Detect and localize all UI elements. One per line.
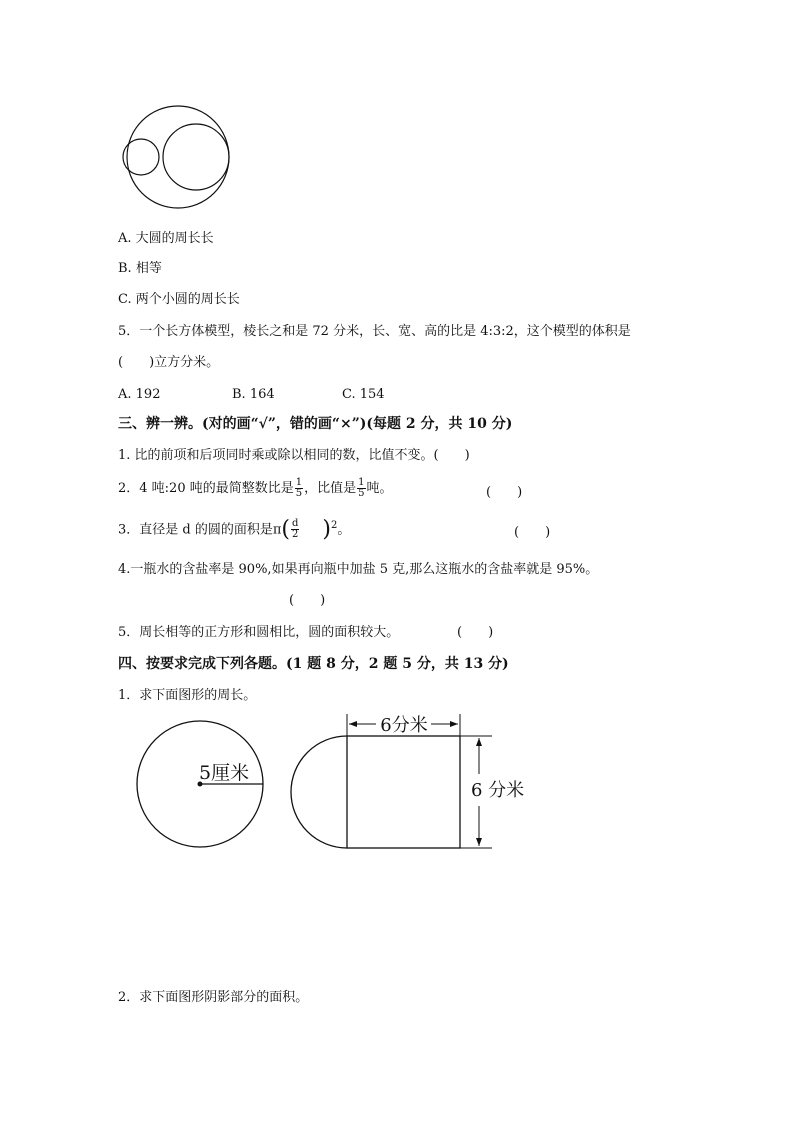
section3-title: 三、辨一辨。(对的画“√”，错的画“×”)(每题 2 分，共 10 分): [118, 416, 513, 432]
top-arrow-right: [450, 721, 458, 727]
s3-item2-part2: ，比值是: [304, 481, 357, 496]
outer-circle: [127, 106, 229, 208]
s4-q2: 2．求下面图形阴影部分的面积。: [118, 990, 309, 1005]
square: [347, 736, 460, 848]
semicircle-arc: [291, 736, 347, 848]
option-c: C. 两个小圆的周长长: [118, 292, 240, 307]
q5-line2: ( )立方分米。: [118, 355, 220, 370]
semicircle-square-figure: [288, 712, 528, 854]
s3-item3: [118, 518, 350, 540]
q5-option-a: A. 192: [118, 387, 161, 402]
small-circle: [123, 139, 159, 175]
q5-line1: 5．一个长方体模型，棱长之和是 72 分米，长、宽、高的比是 4:3:2，这个模型的体积是: [118, 324, 631, 339]
s3-item5-blank: ( ): [457, 625, 494, 640]
left-paren: (: [281, 516, 290, 542]
top-dimension-label: 6分米: [380, 715, 428, 736]
s3-item3-part1: 3．直径是 d 的圆的面积是π: [118, 522, 282, 538]
s3-item1: 1. 比的前项和后项同时乘或除以相同的数，比值不变。( ): [118, 448, 470, 463]
s4-q1: 1．求下面图形的周长。: [118, 688, 257, 703]
s3-item3-blank: ( ): [514, 525, 551, 540]
s3-item2-part1: 2．4 吨:20 吨的最简整数比是: [118, 481, 294, 496]
s3-item2-part3: 吨。: [366, 481, 393, 496]
q5-option-c: C. 154: [342, 387, 385, 402]
fraction-one-fifth-2: $\frac{1}{5}$: [358, 477, 365, 499]
fraction-one-fifth: $\frac{1}{5}$: [295, 477, 303, 499]
side-dimension-label: 6 分米: [471, 780, 525, 801]
top-arrow-left: [349, 721, 357, 727]
side-arrow-bottom: [476, 838, 482, 846]
exponent: 2: [331, 520, 338, 531]
option-a: A. 大圆的周长长: [118, 231, 214, 246]
section4-title: 四、按要求完成下列各题。(1 题 8 分，2 题 5 分，共 13 分): [118, 656, 509, 672]
s3-item2-blank: ( ): [486, 485, 523, 500]
s3-item3-part2: 。: [337, 522, 351, 538]
right-paren: ): [322, 516, 331, 542]
radius-label: 5厘米: [199, 762, 250, 784]
s3-item2: [118, 478, 393, 499]
s3-item5: 5．周长相等的正方形和圆相比，圆的面积较大。: [118, 625, 400, 640]
side-arrow-top: [476, 738, 482, 746]
medium-circle: [163, 124, 229, 190]
s3-item4-blank: ( ): [289, 593, 326, 608]
option-b: B. 相等: [118, 261, 162, 276]
s3-item4: 4.一瓶水的含盐率是 90%,如果再向瓶中加盐 5 克,那么这瓶水的含盐率就是 95%。: [118, 562, 599, 577]
three-circles-figure: [120, 104, 238, 210]
circle-radius-figure: [135, 717, 269, 853]
q5-option-b: B. 164: [232, 387, 275, 402]
fraction-d-over-2: $\frac{d}{2}$: [292, 518, 299, 541]
